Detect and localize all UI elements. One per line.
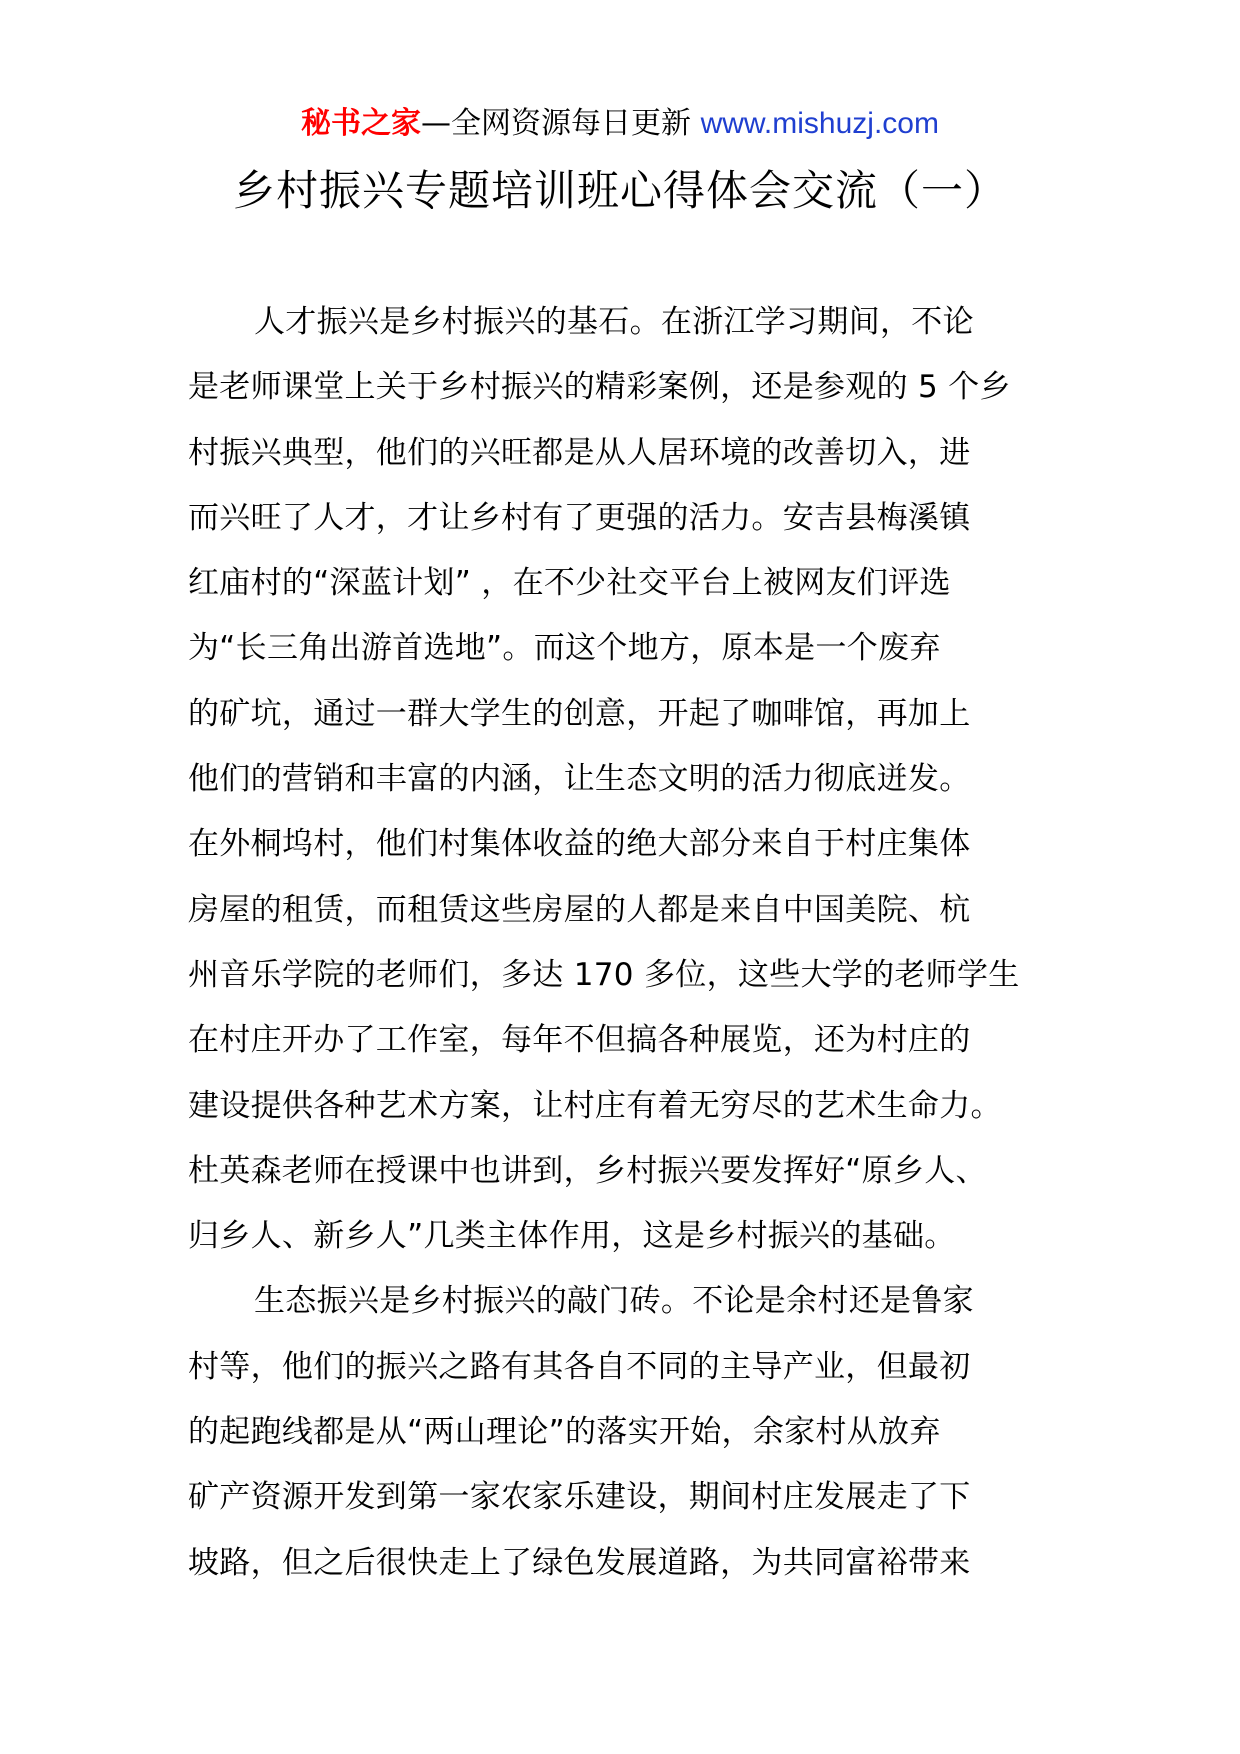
text-line: 的矿坑，通过一群大学生的创意，开起了咖啡馆，再加上 bbox=[188, 695, 971, 732]
text-line: 生态振兴是乡村振兴的敲门砖。不论是余村还是鲁家 bbox=[254, 1283, 974, 1320]
brand-name: 秘书之家 bbox=[301, 106, 422, 141]
text-line: 村振兴典型，他们的兴旺都是从人居环境的改善切入，进 bbox=[188, 434, 971, 471]
text-line: 杜英森老师在授课中也讲到，乡村振兴要发挥好“原乡人、 bbox=[188, 1152, 987, 1189]
text-line: 在外桐坞村，他们村集体收益的绝大部分来自于村庄集体 bbox=[188, 826, 971, 863]
text-line: 而兴旺了人才，才让乡村有了更强的活力。安吉县梅溪镇 bbox=[188, 499, 971, 536]
text-line: 是老师课堂上关于乡村振兴的精彩案例，还是参观的 5 个乡 bbox=[188, 369, 1011, 406]
header-tagline: —全网资源每日更新 bbox=[421, 106, 701, 141]
text-line: 归乡人、新乡人”几类主体作用，这是乡村振兴的基础。 bbox=[188, 1218, 956, 1255]
text-line: 建设提供各种艺术方案，让村庄有着无穷尽的艺术生命力。 bbox=[188, 1087, 1002, 1124]
text-line: 人才振兴是乡村振兴的基石。在浙江学习期间，不论 bbox=[254, 304, 974, 340]
text-line: 房屋的租赁，而租赁这些房屋的人都是来自中国美院、杭 bbox=[188, 891, 971, 928]
text-line: 在村庄开办了工作室，每年不但搞各种展览，还为村庄的 bbox=[188, 1022, 971, 1059]
site-header bbox=[0, 102, 1240, 146]
text-line: 坡路，但之后很快走上了绿色发展道路，为共同富裕带来 bbox=[188, 1544, 971, 1581]
text-line: 为“长三角出游首选地”。而这个地方，原本是一个废弃 bbox=[188, 630, 941, 667]
text-line: 州音乐学院的老师们，多达 170 多位，这些大学的老师学生 bbox=[188, 956, 1020, 993]
text-line: 红庙村的“深蓝计划” ，在不少社交平台上被网友们评选 bbox=[188, 565, 951, 602]
text-line: 矿产资源开发到第一家农家乐建设，期间村庄发展走了下 bbox=[188, 1479, 971, 1516]
document-title: 乡村振兴专题培训班心得体会交流（一） bbox=[232, 166, 1007, 215]
text-line: 的起跑线都是从“两山理论”的落实开始，余家村从放弃 bbox=[188, 1414, 941, 1451]
document-body bbox=[188, 290, 1058, 1596]
text-line: 村等，他们的振兴之路有其各自不同的主导产业，但最初 bbox=[188, 1348, 971, 1385]
site-url-link[interactable]: www.mishuzj.com bbox=[700, 107, 939, 140]
text-line: 他们的营销和丰富的内涵，让生态文明的活力彻底迸发。 bbox=[188, 761, 971, 798]
